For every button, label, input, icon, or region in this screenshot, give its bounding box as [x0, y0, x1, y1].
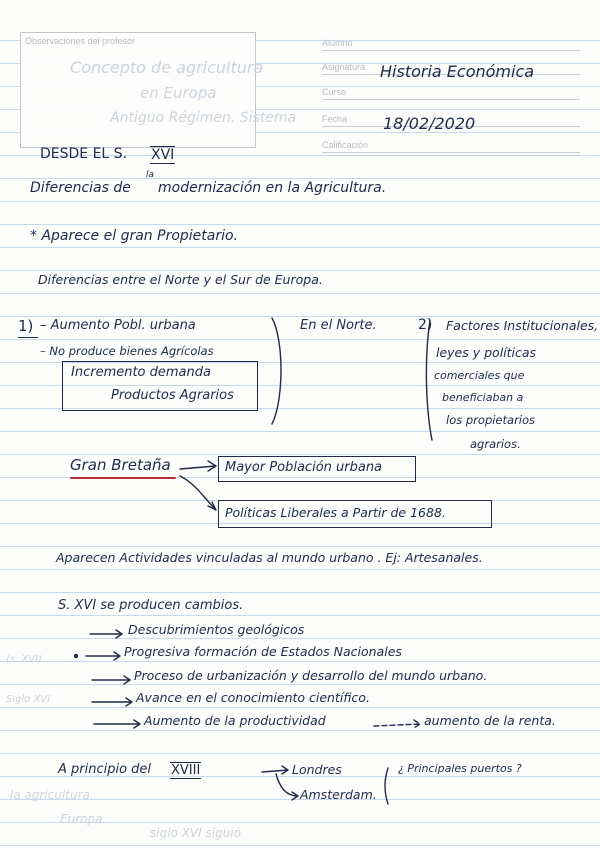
line-diferencias-a: Diferencias de: [30, 180, 131, 196]
item2-line: Factores Institucionales,: [446, 318, 599, 333]
right-bracket: [272, 318, 281, 424]
bleed-through-text: (s. XVI): [6, 654, 43, 665]
cambio-item: Proceso de urbanización y desarrollo del mundo urbano.: [134, 668, 488, 683]
fecha-label: Fecha: [322, 114, 348, 124]
heading-roman: XVI: [151, 147, 175, 163]
arrow-icon: [86, 652, 120, 660]
bullet-dot: [75, 655, 78, 658]
cambio-item: Aumento de la productividad: [144, 713, 326, 728]
calificacion-label: Calificación: [322, 140, 369, 150]
principales-puertos: ¿ Principales puertos ?: [398, 762, 522, 775]
line-diferencias-sup: la: [146, 170, 155, 180]
londres: Londres: [292, 762, 342, 777]
principio-prefix: A principio del: [58, 762, 152, 777]
asignatura-value: Historia Económica: [380, 62, 535, 81]
bleed-through-text: en Europa: [140, 84, 217, 102]
bleed-through-text: Siglo XVI: [6, 694, 51, 705]
arrow-to-londres: [262, 766, 288, 774]
arrow-to-politicas: [180, 476, 216, 510]
item2-line: leyes y políticas: [436, 345, 537, 360]
cambio-item: Descubrimientos geológicos: [128, 622, 305, 637]
item2-line: agrarios.: [470, 437, 521, 451]
box-line2: Productos Agrarios: [111, 388, 234, 403]
bleed-through-text: Europa: [60, 812, 103, 826]
bleed-through-text: Antiguo Régimen. Sistema: [110, 110, 297, 126]
arrow-icon: [92, 676, 130, 684]
observaciones-label: Observaciones del profesor: [25, 36, 136, 46]
actividades-line: Aparecen Actividades vinculadas al mundo urbano . Ej: Artesanales.: [56, 550, 483, 565]
item1-line2: – No produce bienes Agrícolas: [40, 344, 214, 358]
alumno-label: Alumno: [322, 38, 353, 48]
cambio-item: Avance en el conocimiento científico.: [136, 690, 370, 705]
bleed-through-text: la agricultura: [10, 788, 90, 802]
line-diferencias-b: modernización en la Agricultura.: [158, 180, 387, 196]
aumento-renta: aumento de la renta.: [424, 713, 556, 728]
arrow-icon: [92, 698, 132, 706]
asignatura-label: Asignatura: [322, 62, 366, 72]
item2-line: los propietarios: [446, 413, 536, 427]
brace: [385, 768, 388, 804]
gb-box1-text: Mayor Población urbana: [225, 460, 383, 475]
curso-label: Curso: [322, 87, 347, 97]
arrow-icon: [90, 630, 122, 638]
item2-number: 2): [418, 317, 433, 333]
gran-bretana: Gran Bretaña: [70, 456, 171, 474]
amsterdam: Amsterdam.: [300, 787, 377, 802]
note-underline: [36, 170, 200, 172]
arrow-icon: [94, 720, 140, 728]
fecha-value: 18/02/2020: [383, 114, 476, 133]
line-propietario: * Aparece el gran Propietario.: [30, 228, 239, 244]
line-norte-sur: Diferencias entre el Norte y el Sur de Europa.: [38, 272, 323, 287]
arrow-to-amsterdam: [276, 774, 298, 800]
item2-line: comerciales que: [434, 369, 525, 382]
item1-number: 1): [18, 317, 34, 335]
box-line1: Incremento demanda: [71, 365, 211, 380]
item1-line1: – Aumento Pobl. urbana: [40, 318, 196, 333]
principio-roman: XVIII: [171, 763, 201, 778]
item2-line: beneficiaban a: [442, 391, 524, 404]
en-el-norte: En el Norte.: [300, 318, 377, 333]
sxvi-line: S. XVI se producen cambios.: [58, 598, 244, 613]
bleed-through-text: Concepto de agricultura: [70, 58, 264, 77]
gb-box2-text: Políticas Liberales a Partir de 1688.: [225, 505, 446, 520]
cambio-item: Progresiva formación de Estados Nacionales: [124, 644, 402, 659]
arrow-to-renta: [374, 720, 420, 728]
left-bracket: [426, 320, 432, 440]
heading-prefix: DESDE EL S.: [40, 146, 128, 162]
bleed-through-text: siglo XVI siguió: [150, 826, 241, 840]
